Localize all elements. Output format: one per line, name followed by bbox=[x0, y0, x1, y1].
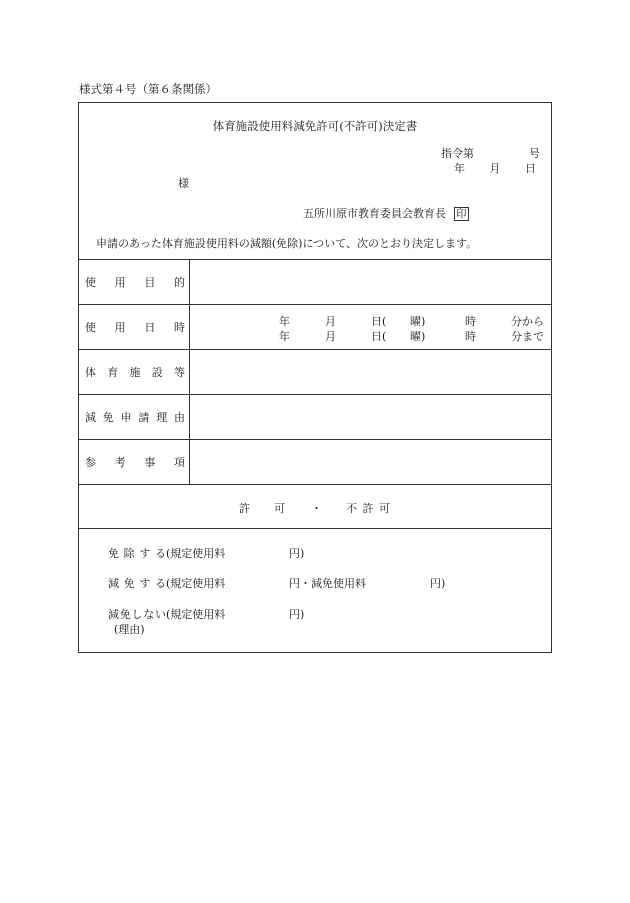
divider bbox=[79, 259, 551, 260]
date-day: 日 bbox=[525, 162, 536, 175]
year-label: 年 bbox=[279, 315, 290, 328]
decision-form bbox=[78, 102, 552, 653]
addressee-suffix: 様 bbox=[178, 177, 189, 190]
divider bbox=[79, 439, 551, 440]
row-label-datetime bbox=[85, 319, 185, 335]
minute-label: 分から bbox=[511, 315, 544, 328]
divider bbox=[79, 528, 551, 529]
column-divider bbox=[189, 259, 190, 484]
spaced-text: 減 免 す る bbox=[108, 577, 166, 590]
reference-prefix: 指令第 bbox=[441, 147, 474, 160]
day-label: 日( bbox=[371, 315, 387, 328]
date-year: 年 bbox=[454, 162, 465, 175]
spaced-text: 体 育 施 設 等 bbox=[85, 366, 185, 379]
intro-text: 申請のあった体育施設使用料の減額(免除)について、次のとおり決定します。 bbox=[96, 237, 478, 250]
divider bbox=[79, 304, 551, 305]
hour-label: 時 bbox=[465, 330, 476, 343]
issue-date bbox=[454, 160, 536, 176]
issuer-name: 五所川原市教育委員会教育長 bbox=[303, 207, 446, 220]
document-title: 体育施設使用料減免許可(不許可)決定書 bbox=[212, 119, 418, 133]
spaced-text: 減 免 申 請 理 由 bbox=[85, 411, 185, 424]
hour-label: 時 bbox=[465, 315, 476, 328]
month-label: 月 bbox=[325, 330, 336, 343]
spaced-text: 参 考 事 項 bbox=[85, 456, 185, 469]
spaced-text: 不 許 可 bbox=[346, 502, 390, 515]
row-label-purpose bbox=[85, 274, 185, 290]
option-reduce-fee: (規定使用料 bbox=[166, 577, 226, 590]
month-label: 月 bbox=[325, 315, 336, 328]
weekday-label: 曜) bbox=[410, 315, 426, 328]
divider bbox=[79, 394, 551, 395]
spaced-text: 減 免 し な い bbox=[108, 608, 166, 621]
option-none-reason: (理由) bbox=[114, 623, 145, 636]
weekday-label: 曜) bbox=[410, 330, 426, 343]
row-label-facility bbox=[85, 364, 185, 380]
year-label: 年 bbox=[279, 330, 290, 343]
option-reduce-unit: 円) bbox=[430, 577, 446, 590]
reference-number bbox=[441, 145, 540, 161]
spaced-text: 使 用 目 的 bbox=[85, 276, 185, 289]
option-exempt-label bbox=[108, 545, 166, 561]
option-reduce-unit-mid: 円・減免使用料 bbox=[289, 577, 366, 590]
decision-separator: ・ bbox=[311, 502, 322, 515]
reference-suffix: 号 bbox=[529, 147, 540, 160]
decision-permit bbox=[239, 500, 285, 516]
spaced-text: 免 除 す る bbox=[108, 547, 166, 560]
row-label-remarks bbox=[85, 454, 185, 470]
option-none-label bbox=[108, 606, 166, 622]
minute-label: 分まで bbox=[511, 330, 544, 343]
date-month: 月 bbox=[489, 162, 501, 175]
row-label-reason bbox=[85, 409, 185, 425]
option-none-fee: (規定使用料 bbox=[166, 608, 226, 621]
spaced-text: 使 用 日 時 bbox=[85, 321, 185, 334]
spaced-text: 許 可 bbox=[239, 502, 285, 515]
divider bbox=[79, 349, 551, 350]
option-none-unit: 円) bbox=[289, 608, 305, 621]
form-number: 様式第４号（第６条関係） bbox=[79, 82, 217, 96]
divider bbox=[79, 484, 551, 485]
option-reduce-label bbox=[108, 575, 166, 591]
option-exempt-fee: (規定使用料 bbox=[166, 547, 226, 560]
seal-mark: 印 bbox=[456, 208, 467, 220]
option-exempt-unit: 円) bbox=[289, 547, 305, 560]
decision-deny bbox=[346, 500, 390, 516]
day-label: 日( bbox=[371, 330, 387, 343]
issuer bbox=[303, 205, 469, 221]
